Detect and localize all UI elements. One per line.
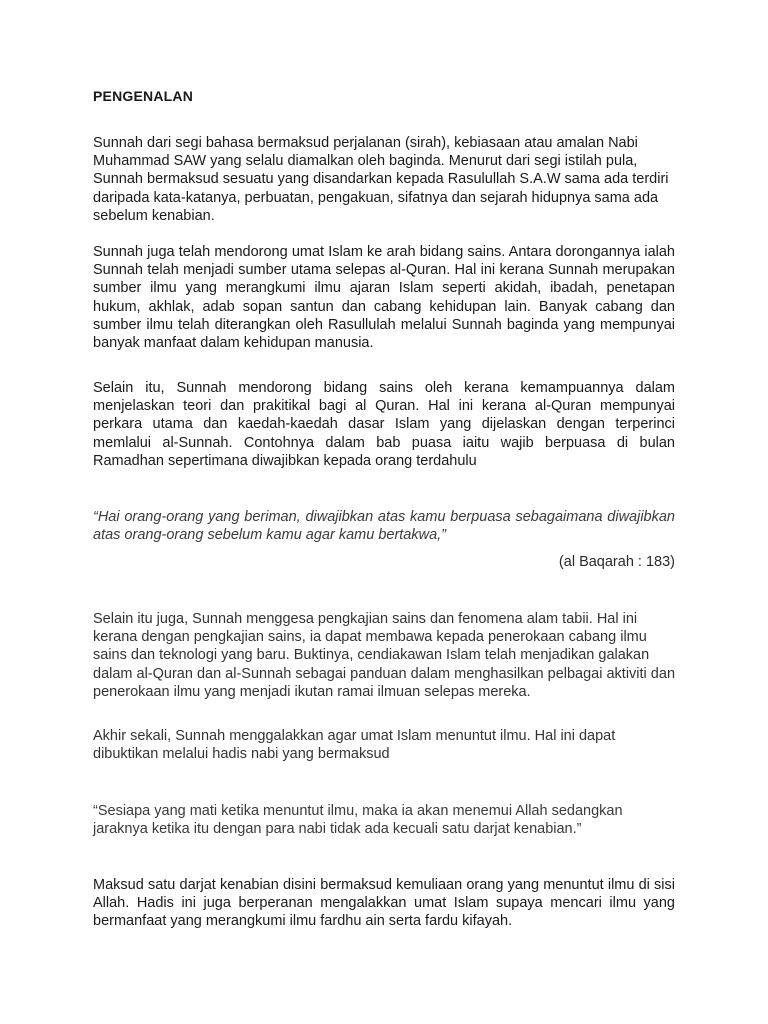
quote-citation: (al Baqarah : 183) — [558, 554, 675, 570]
paragraph-quran-explanation: Selain itu, Sunnah mendorong bidang sains oleh kerana kemampuannya dalam menjelaskan teori dan prakitikal bagi al Quran. Hal ini kerana al-Quran mempunyai perkara utama dan kaedah-kaedah dasar Islam yang dijelaskan dengan terperinci memlalui al-Sunnah. Contohnya dalam bab puasa iaitu wajib berpuasa di bulan Ramadhan sepertimana diwajibkan kepada orang terdahulu — [93, 380, 675, 469]
quote-hadith: “Sesiapa yang mati ketika menuntut ilmu, maka ia akan menemui Allah sedangkan jaraknya ketika itu dengan para nabi tidak ada kecuali satu darjat kenabian.” — [93, 803, 623, 838]
page-heading: PENGENALAN — [93, 88, 194, 104]
quote-al-baqarah: “Hai orang-orang yang beriman, diwajibkan atas kamu berpuasa sebagaimana diwajibkan atas orang-orang sebelum kamu agar kamu bertakwa,” — [93, 509, 675, 544]
paragraph-science-source: Sunnah juga telah mendorong umat Islam ke arah bidang sains. Antara dorongannya ialah Sunnah telah menjadi sumber utama selepas al-Quran. Hal ini kerana Sunnah merupakan sumber ilmu yang merangkumi ilmu ajaran Islam seperti akidah, ibadah, penetapan hukum, akhlak, adab sopan santun dan cabang kehidupan lain. Banyak cabang dan sumber ilmu telah diterangkan oleh Rasullulah melalui Sunnah baginda yang mempunyai banyak manfaat dalam kehidupan manusia. — [93, 244, 675, 352]
paragraph-science-research: Selain itu juga, Sunnah menggesa pengkajian sains dan fenomena alam tabii. Hal ini kerana dengan pengkajian sains, ia dapat membawa kepada penerokaan cabang ilmu sains dan teknologi yang baru. Buktinya, cendiakawan Islam telah menjadikan galakan dalam al-Quran dan al-Sunnah sebagai panduan dalam menghasilkan pelbagai aktiviti dan penerokaan ilmu yang menjadi ikutan ramai ilmuan selepas mereka. — [93, 611, 676, 700]
paragraph-definition: Sunnah dari segi bahasa bermaksud perjalanan (sirah), kebiasaan atau amalan Nabi Muhammad SAW yang selalu diamalkan oleh baginda. Menurut dari segi istilah pula, Sunnah bermaksud sesuatu yang disandarkan kepada Rasulullah S.A.W sama ada terdiri daripada kata-katanya, perbuatan, pengakuan, sifatnya dan sejarah hidupnya sama ada sebelum kenabian. — [93, 135, 669, 224]
paragraph-hadith-meaning: Maksud satu darjat kenabian disini bermaksud kemuliaan orang yang menuntut ilmu di sisi Allah. Hadis ini juga berperanan mengalakkan umat Islam supaya mencari ilmu yang bermanfaat yang merangkumi ilmu fardhu ain serta fardu kifayah. — [93, 877, 675, 930]
paragraph-seek-knowledge: Akhir sekali, Sunnah menggalakkan agar umat Islam menuntut ilmu. Hal ini dapat dibuktikan melalui hadis nabi yang bermaksud — [93, 728, 616, 763]
